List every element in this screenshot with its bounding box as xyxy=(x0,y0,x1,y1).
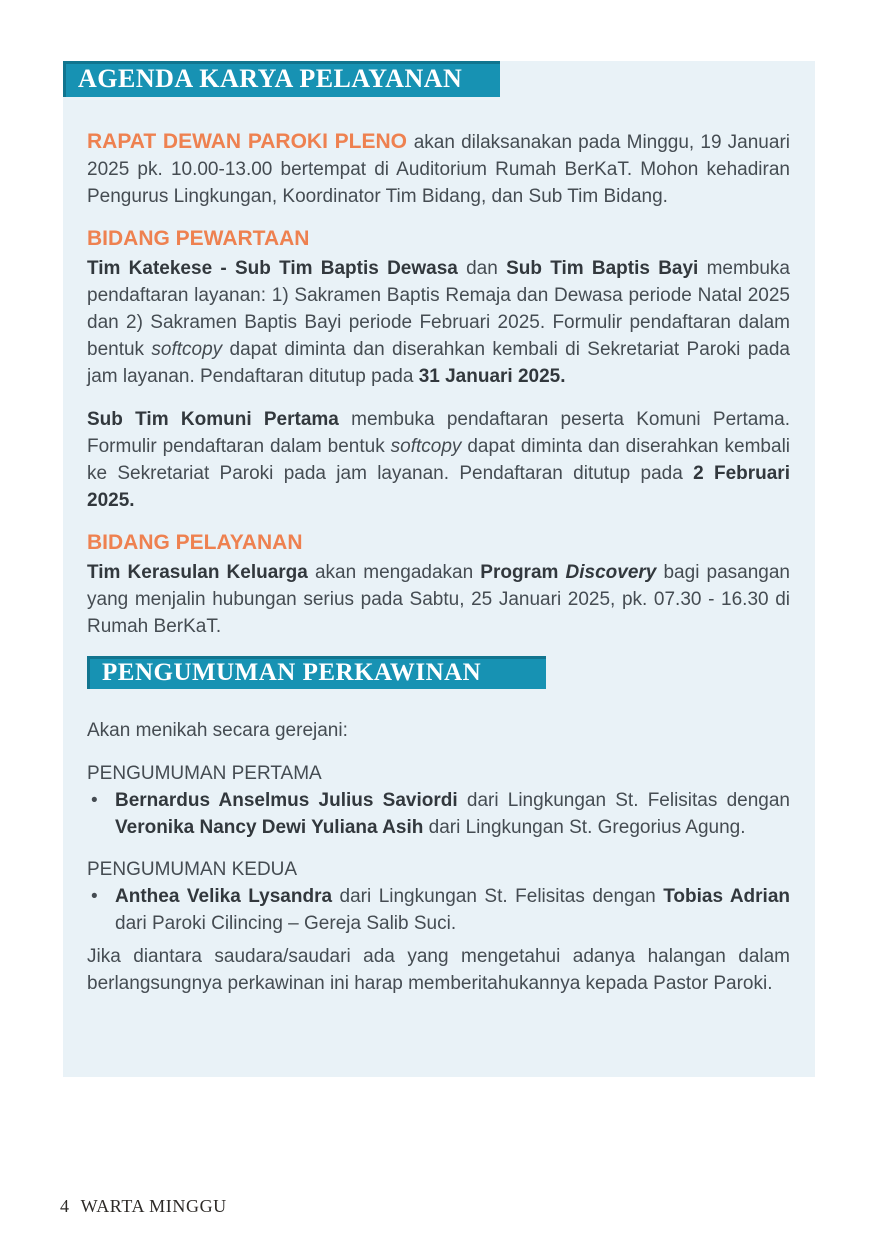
text-run: dari Lingkungan St. Felisitas dengan xyxy=(332,886,664,907)
text-run: RAPAT DEWAN PAROKI PLENO xyxy=(87,130,414,153)
text-run: Program xyxy=(480,562,566,583)
paragraph xyxy=(87,406,790,514)
text-run: Anthea Velika Lysandra xyxy=(115,886,333,907)
text-run: dari Lingkungan St. Gregorius Agung. xyxy=(423,817,746,838)
marriage-section-content xyxy=(87,689,790,997)
bullet-text xyxy=(115,883,790,937)
sub-section-heading: BIDANG PEWARTAAN xyxy=(87,227,310,250)
text-run: Tobias Adrian xyxy=(663,886,790,907)
text-run: membuka pendaftaran layanan: 1) Sakramen Baptis Remaja dan Dewasa periode Natal 2025 dan 2) Sakramen Baptis Bayi periode Februari 2025. Formulir pendaftaran dalam bentuk xyxy=(87,258,790,360)
paragraph xyxy=(87,128,790,210)
paragraph xyxy=(87,559,790,640)
text-run: Sub Tim Baptis Bayi xyxy=(506,258,699,279)
text-run: softcopy xyxy=(390,436,462,457)
paragraph xyxy=(87,717,790,744)
marriage-section-header xyxy=(87,656,546,689)
announcement-label: PENGUMUMAN PERTAMA xyxy=(87,763,322,784)
agenda-blocks xyxy=(87,128,790,640)
marriage-section-title: PENGUMUMAN PERKAWINAN xyxy=(102,659,482,686)
agenda-section-header xyxy=(63,61,500,97)
text-run: 31 Januari 2025. xyxy=(418,366,566,387)
sub-section-heading: BIDANG PELAYANAN xyxy=(87,531,303,554)
text-run: Sub Tim Komuni Pertama xyxy=(87,409,339,430)
text-run: Tim Katekese - Sub Tim Baptis Dewasa xyxy=(87,258,458,279)
bullet-marker: • xyxy=(91,886,98,907)
text-run: 2 Februari 2025. xyxy=(87,463,790,511)
paragraph xyxy=(87,943,790,997)
text-run: dapat diminta dan diserahkan kembali ke Sekretariat Paroki pada jam layanan. Pendaftaran ditutup pada xyxy=(87,436,791,484)
bullet-item xyxy=(87,883,790,937)
text-run: akan dilaksanakan pada Minggu, 19 Januari 2025 pk. 10.00-13.00 bertempat di Auditorium Rumah BerKaT. Mohon kehadiran Pengurus Lingkungan, Koordinator Tim Bidang, dan Sub Tim Bidang. xyxy=(87,132,790,207)
text-run: Discovery xyxy=(565,562,657,583)
text-run: Veronika Nancy Dewi Yuliana Asih xyxy=(115,817,424,838)
text-run: dari Lingkungan St. Felisitas dengan xyxy=(457,790,790,811)
page-footer xyxy=(60,1196,227,1217)
agenda-section-content xyxy=(63,97,815,997)
text-run: Bernardus Anselmus Julius Saviordi xyxy=(115,790,458,811)
agenda-section-title: AGENDA KARYA PELAYANAN xyxy=(78,64,463,93)
text-run: dari Paroki Cilincing – Gereja Salib Suci. xyxy=(115,913,457,934)
text-run: dapat diminta dan diserahkan kembali di Sekretariat Paroki pada jam layanan. Pendaftaran ditutup pada xyxy=(87,339,791,387)
bulletin-panel xyxy=(63,61,815,1077)
text-run: bagi pasangan yang menjalin hubungan serius pada Sabtu, 25 Januari 2025, pk. 07.30 - 16.30 di Rumah BerKaT. xyxy=(87,562,790,637)
announcement-label: PENGUMUMAN KEDUA xyxy=(87,859,298,880)
text-run: softcopy xyxy=(151,339,223,360)
text-run: Jika diantara saudara/saudari ada yang mengetahui adanya halangan dalam berlangsungnya perkawinan ini harap memberitahukannya kepada Pastor Paroki. xyxy=(87,946,790,994)
bullet-text xyxy=(115,787,790,841)
text-run: membuka pendaftaran peserta Komuni Pertama. Formulir pendaftaran dalam bentuk xyxy=(87,409,791,457)
page-number: 4 xyxy=(60,1196,70,1216)
bullet-item xyxy=(87,787,790,841)
text-run: dan xyxy=(457,258,507,279)
text-run: Tim Kerasulan Keluarga xyxy=(87,562,308,583)
bullet-marker: • xyxy=(91,790,98,811)
marriage-blocks xyxy=(87,717,790,997)
paragraph xyxy=(87,255,790,390)
bulletin-title: WARTA MINGGU xyxy=(80,1196,227,1216)
text-run: akan mengadakan xyxy=(307,562,481,583)
text-run: Akan menikah secara gerejani: xyxy=(87,720,348,741)
